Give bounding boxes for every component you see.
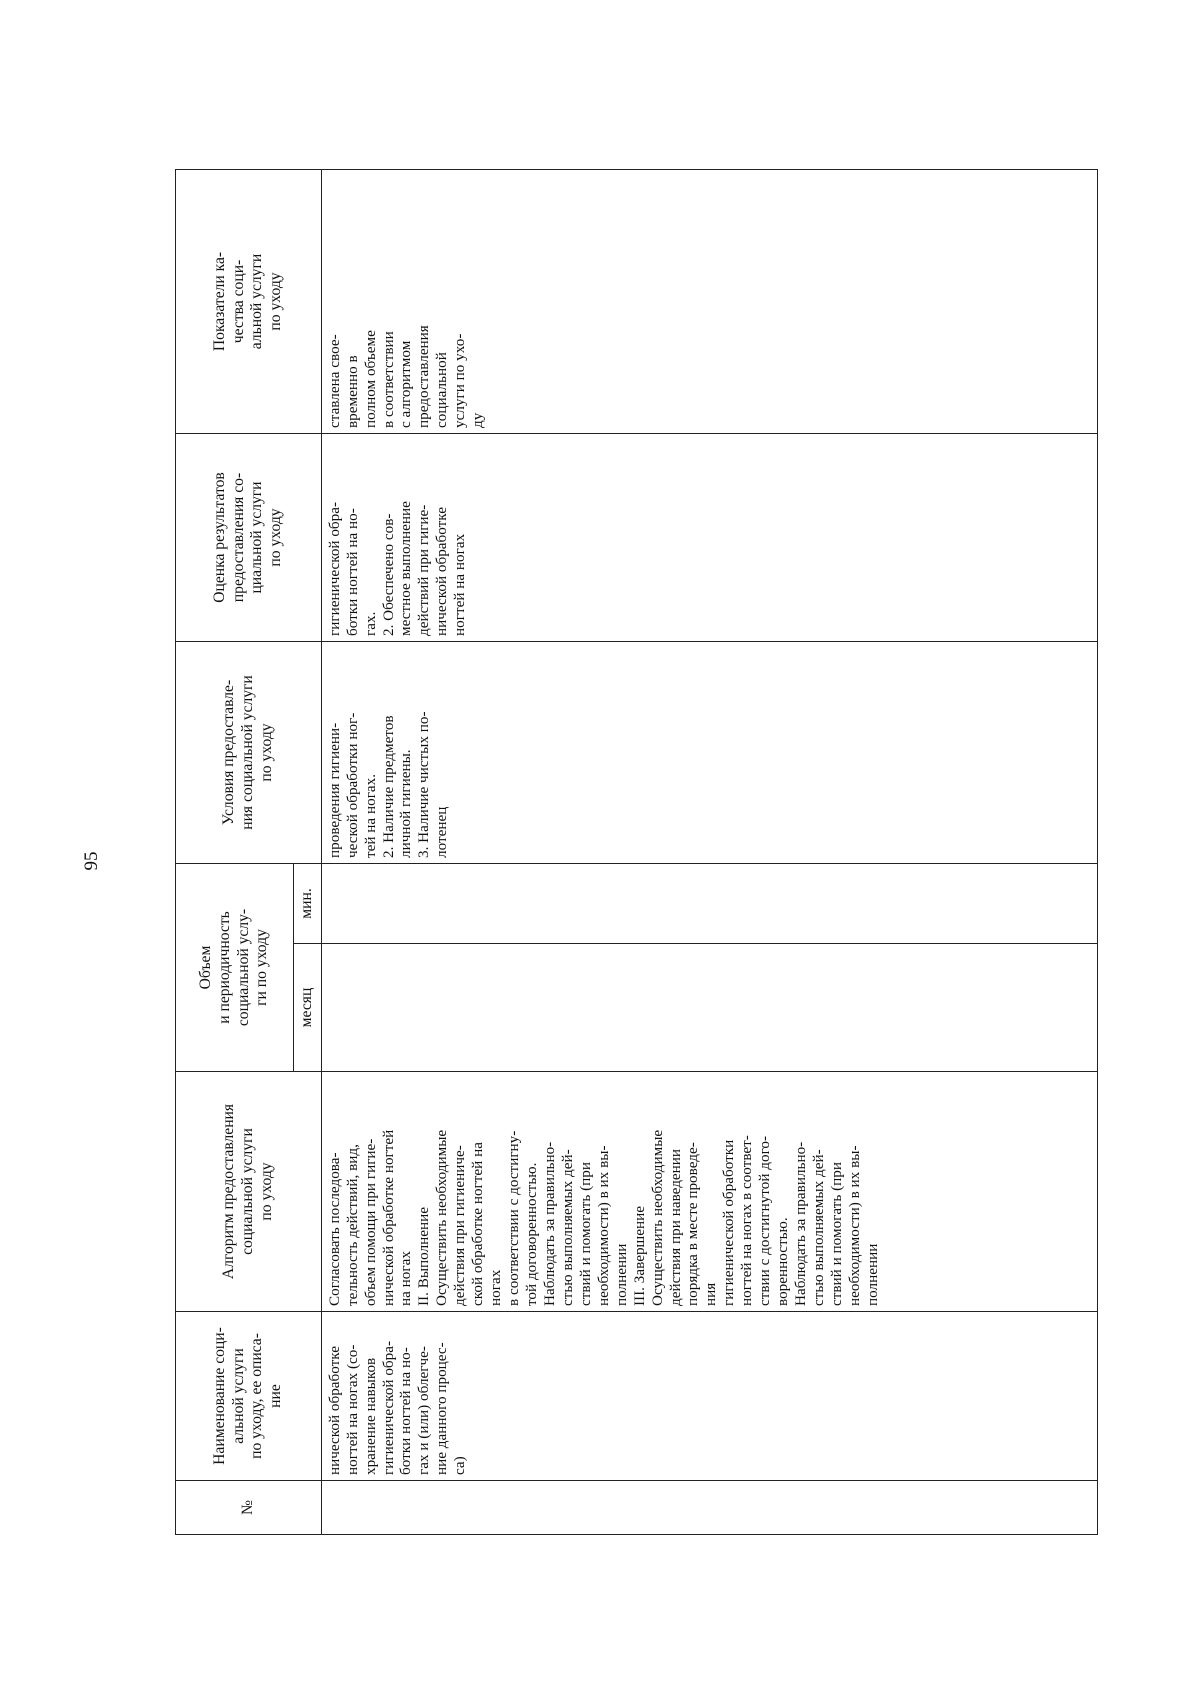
cell-line: ской обработке ногтей на — [469, 1142, 487, 1306]
header-name — [176, 1312, 322, 1481]
cell-line: Алгоритм предоставления — [220, 1103, 238, 1280]
cell-line: ставлена свое- — [325, 334, 343, 428]
cell-line: ния социальной услуги — [239, 675, 256, 830]
cell-line: гах и (или) облегче- — [415, 1346, 433, 1475]
cell-line: Наблюдать за правильно- — [792, 1141, 810, 1306]
cell-line: нической обработке ногтей — [379, 1129, 397, 1306]
cell-line: действия при наведении — [666, 1148, 684, 1306]
cell-line: ствий и помогать (при — [576, 1161, 594, 1306]
cell-line: той договоренностью. — [523, 1162, 541, 1306]
cell-line: са) — [451, 1456, 469, 1475]
cell-minutes — [321, 864, 1097, 944]
cell-line: по уходу — [267, 508, 285, 567]
cell-conditions — [321, 642, 1097, 864]
cell-line: местное выполнение — [397, 501, 415, 636]
cell-line: с алгоритмом — [397, 340, 415, 428]
header-quality — [176, 170, 322, 434]
cell-line: полнении — [612, 1243, 630, 1306]
cell-line: Осуществить необходимые — [648, 1129, 666, 1306]
cell-line: нической обработке — [433, 506, 451, 636]
cell-line: в соответствии с достигну- — [505, 1130, 523, 1306]
cell-line: воренностью. — [774, 1217, 792, 1306]
cell-line: Оценка результатов — [210, 472, 228, 603]
cell-line: нической обработке — [325, 1345, 343, 1475]
cell-line: альной услуги — [229, 1348, 247, 1444]
header-evaluation — [176, 434, 322, 642]
cell-line: проведения гигиени- — [325, 722, 343, 858]
cell-line: полнении — [863, 1243, 881, 1306]
cell-line: предоставления со- — [229, 472, 247, 603]
cell-no — [321, 1481, 1097, 1535]
cell-line: в соответствии — [379, 331, 397, 428]
cell-line: на ногах — [397, 1251, 415, 1306]
cell-line: действия при гигиениче- — [451, 1145, 469, 1306]
cell-line: ние — [267, 1384, 285, 1408]
cell-line: хранение навыков — [361, 1357, 379, 1475]
header-volume — [176, 864, 294, 1072]
header-row — [176, 170, 294, 1535]
cell-line: ногтей на ногах — [451, 533, 469, 636]
cell-line: услуги по ухо- — [451, 333, 469, 428]
cell-line: ногах — [487, 1269, 505, 1306]
cell-line: Осуществить необходимые — [433, 1129, 451, 1306]
cell-line: стью выполняемых дей- — [558, 1149, 576, 1306]
table-row — [321, 170, 1097, 1535]
cell-line: объем помощи при гигие- — [361, 1138, 379, 1306]
cell-line: тей на ногах. — [361, 773, 379, 858]
cell-line: гах. — [361, 611, 379, 636]
cell-line: предоставления — [415, 325, 433, 428]
header-conditions — [176, 642, 322, 864]
cell-line: ду — [469, 412, 487, 428]
cell-line: ческой обработки ног- — [343, 712, 361, 858]
rotated-table-area — [175, 170, 1098, 1535]
cell-line: Наименование соци- — [210, 1327, 228, 1465]
cell-line: ствий и помогать (при — [827, 1161, 845, 1306]
cell-line: по уходу — [257, 1162, 275, 1221]
cell-line: II. Выполнение — [415, 1206, 433, 1306]
cell-algorithm — [321, 1072, 1097, 1312]
page-number — [82, 846, 102, 876]
cell-line: ние данного процес- — [433, 1342, 451, 1475]
cell-line: циальной услуги — [248, 481, 266, 594]
cell-line: по уходу — [257, 723, 275, 782]
cell-line: Согласовать последова- — [325, 1152, 343, 1306]
cell-line: социальной услуги — [239, 1128, 256, 1255]
cell-line: альной услуги — [248, 253, 266, 350]
header-algorithm — [176, 1072, 322, 1312]
cell-line: ния — [702, 1282, 720, 1306]
header-volume-min: мин. — [294, 864, 322, 944]
cell-line: III. Завершение — [630, 1206, 648, 1306]
cell-evaluation — [321, 434, 1097, 642]
cell-line: лотенец — [433, 806, 451, 858]
cell-line: гигиенической обра- — [379, 1340, 397, 1475]
cell-line: гигиенической обработки — [720, 1139, 738, 1306]
cell-line: Условия предоставле- — [220, 679, 238, 826]
cell-month — [321, 944, 1097, 1072]
cell-line: Объем — [197, 945, 215, 990]
cell-line: ногтей на ногах в соответ- — [738, 1135, 756, 1306]
cell-line: чества соци- — [229, 259, 247, 344]
cell-line: ногтей на ногах (со- — [343, 1344, 361, 1475]
cell-line: 2. Обеспечено сов- — [379, 513, 397, 636]
cell-line: временно в — [343, 355, 361, 428]
cell-line: ствии с достигнутой дого- — [756, 1135, 774, 1306]
page-number-text: 95 — [81, 851, 102, 871]
cell-line: по уходу, ее описа- — [248, 1333, 266, 1459]
cell-line: стью выполняемых дей- — [810, 1149, 828, 1306]
cell-line: Показатели ка- — [210, 251, 228, 352]
cell-line: ги по уходу — [253, 929, 271, 1006]
header-no: № — [176, 1481, 322, 1535]
cell-line: тельность действий, вид, — [343, 1144, 361, 1306]
cell-line: действий при гигие- — [415, 504, 433, 636]
cell-line: 3. Наличие чистых по- — [415, 711, 433, 858]
service-table — [175, 169, 1098, 1535]
cell-line: необходимости) в их вы- — [594, 1145, 612, 1306]
cell-line: ботки ногтей на но- — [343, 508, 361, 636]
cell-line: полном объеме — [361, 330, 379, 428]
cell-line: порядка в месте проведе- — [684, 1142, 702, 1306]
cell-line: и периодичность — [215, 911, 233, 1024]
rotated-table-wrapper — [175, 170, 1098, 1535]
cell-line: ботки ногтей на но- — [397, 1347, 415, 1475]
cell-line: по уходу — [267, 272, 285, 331]
cell-line: социальной услу- — [234, 908, 252, 1027]
cell-line: гигиенической обра- — [325, 501, 343, 636]
cell-name — [321, 1312, 1097, 1481]
cell-line: социальной — [433, 352, 451, 428]
cell-quality — [321, 170, 1097, 434]
cell-line: личной гигиены. — [397, 749, 415, 858]
cell-line: необходимости) в их вы- — [845, 1145, 863, 1306]
cell-line: 2. Наличие предметов — [379, 715, 397, 858]
header-volume-month: месяц — [294, 944, 322, 1072]
cell-line: Наблюдать за правильно- — [540, 1141, 558, 1306]
